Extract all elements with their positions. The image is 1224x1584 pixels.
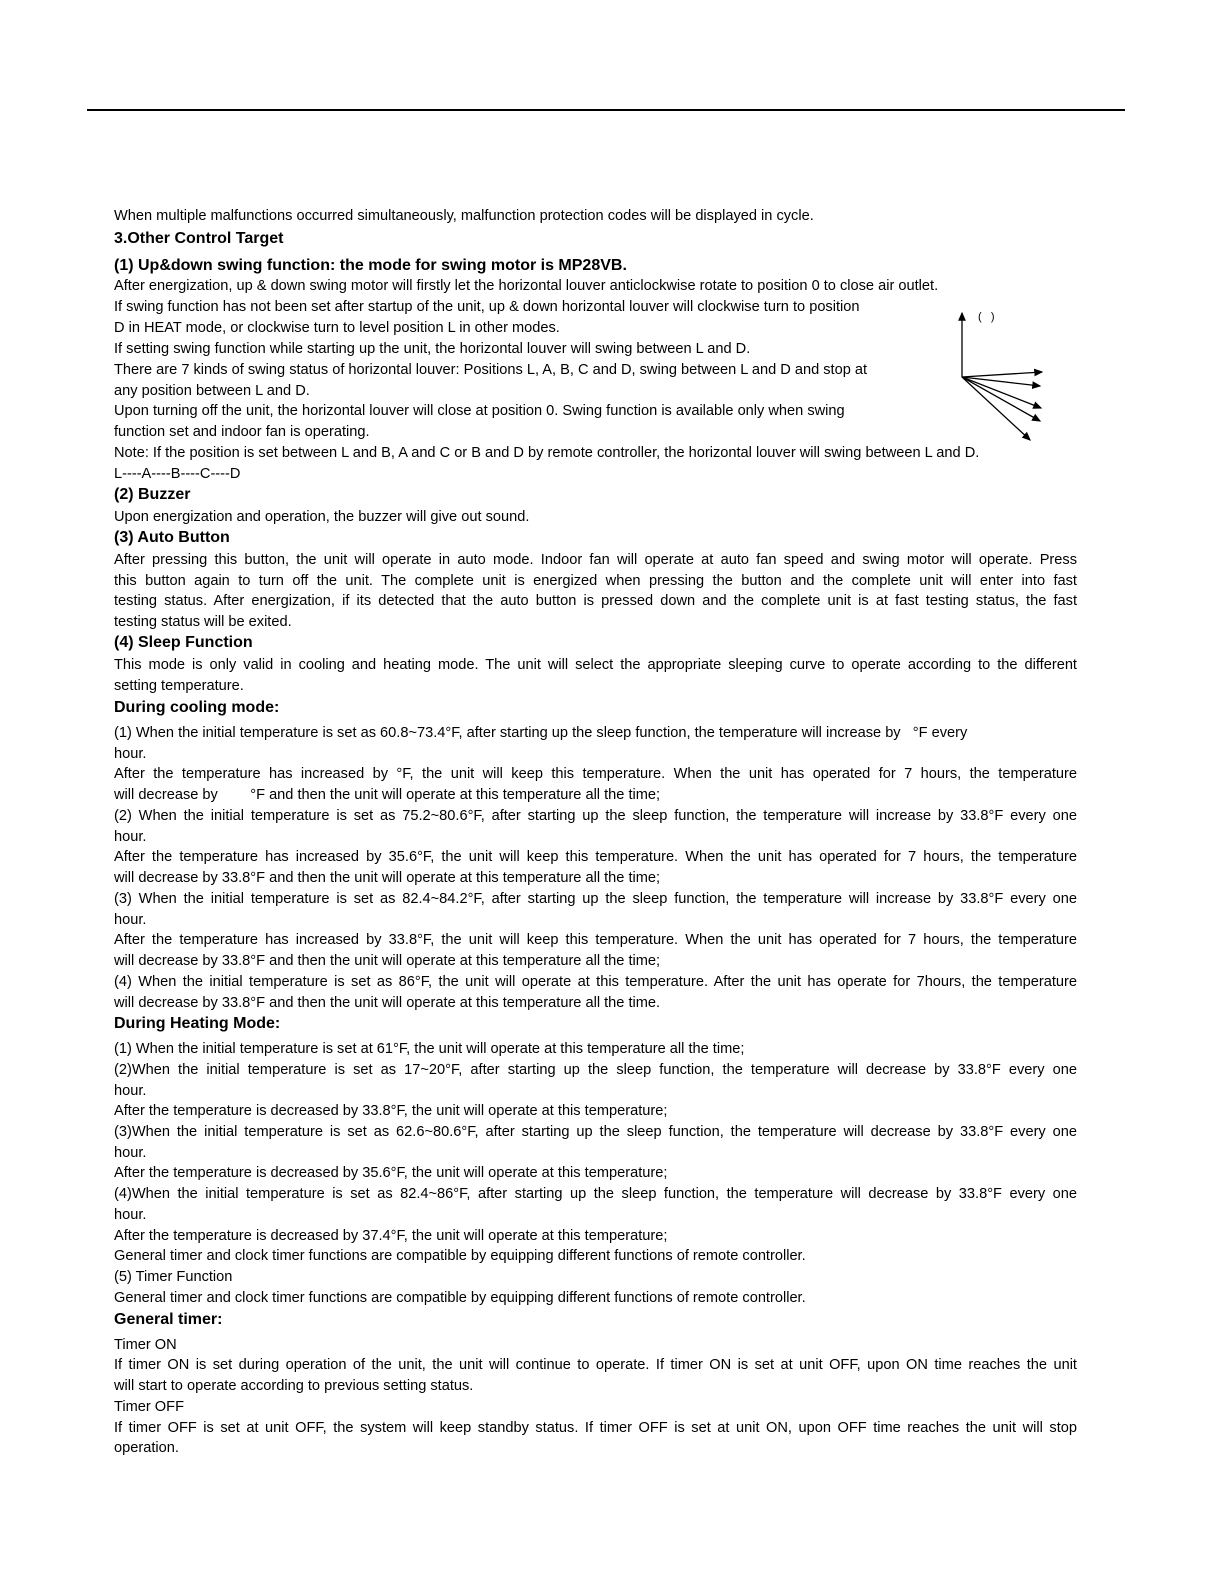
text-line: L----A----B----C----D [114, 466, 241, 482]
text-line: (5) Timer Function [114, 1269, 233, 1285]
text-line: (2)When the initial temperature is set as 17~20°F, after starting up the sleep function, the temperature will decrease by 33.8°F every one [114, 1062, 1077, 1078]
text-line: any position between L and D. [114, 383, 310, 399]
text-line: hour. [114, 1083, 147, 1099]
text-line: (4)When the initial temperature is set as 82.4~86°F, after starting up the sleep function, the temperature will decrease by 33.8°F every one [114, 1186, 1077, 1202]
text-line: testing status will be exited. [114, 614, 292, 630]
text-line: After the temperature has increased by 33.8°F, the unit will keep this temperature. When the unit has operated for 7 hours, the temperature [114, 932, 1077, 948]
text-line: If timer OFF is set at unit OFF, the system will keep standby status. If timer OFF is set at unit ON, upon OFF time reaches the unit will stop [114, 1420, 1077, 1436]
text-line: operation. [114, 1440, 179, 1456]
text-line: When multiple malfunctions occurred simultaneously, malfunction protection codes will be displayed in cycle. [114, 208, 814, 224]
text-line: will decrease by 33.8°F and then the unit will operate at this temperature all the time. [114, 995, 661, 1011]
text-line: (2) When the initial temperature is set as 75.2~80.6°F, after starting up the sleep function, the temperature will increase by 33.8°F every one [114, 808, 1077, 824]
text-line: This mode is only valid in cooling and heating mode. The unit will select the appropriate sleeping curve to operate according to the different [114, 657, 1077, 673]
section-heading: 3.Other Control Target [114, 230, 284, 247]
text-line: Upon energization and operation, the buzzer will give out sound. [114, 509, 530, 525]
text-line: After the temperature is decreased by 33.8°F, the unit will operate at this temperature; [114, 1103, 668, 1119]
text-line: hour. [114, 1207, 147, 1223]
text-line: function set and indoor fan is operating. [114, 424, 370, 440]
text-line: hour. [114, 829, 147, 845]
text-line: (3)When the initial temperature is set as 62.6~80.6°F, after starting up the sleep function, the temperature will decrease by 33.8°F every one [114, 1124, 1077, 1140]
text-line: this button again to turn off the unit. The complete unit is energized when pressing the button and the complete unit will enter into fast [114, 573, 1077, 589]
louver-arrow-l [962, 372, 1042, 377]
text-line: (4) When the initial temperature is set as 86°F, the unit will operate at this temperature. After the unit has operate for 7hours, the temperature [114, 974, 1077, 990]
section-heading: (1) Up&down swing function: the mode for swing motor is MP28VB. [114, 257, 627, 274]
text-line: If timer ON is set during operation of the unit, the unit will continue to operate. If timer ON is set at unit OFF, upon ON time reaches the unit [114, 1357, 1077, 1373]
text-line: After the temperature has increased by 35.6°F, the unit will keep this temperature. When the unit has operated for 7 hours, the temperature [114, 849, 1077, 865]
text-line: After pressing this button, the unit will operate in auto mode. Indoor fan will operate at auto fan speed and swing motor will operate. Press [114, 552, 1077, 568]
text-line: If setting swing function while starting up the unit, the horizontal louver will swing between L and D. [114, 341, 751, 357]
text-line: Timer OFF [114, 1399, 184, 1415]
section-heading: (2) Buzzer [114, 486, 191, 503]
text-line: General timer and clock timer functions are compatible by equipping different functions of remote controller. [114, 1290, 806, 1306]
text-line: Timer ON [114, 1337, 177, 1353]
louver-arrow-c [962, 377, 1040, 421]
section-heading: During cooling mode: [114, 699, 280, 716]
text-line: Note: If the position is set between L and B, A and C or B and D by remote controller, the horizontal louver will swing between L and D. [114, 445, 980, 461]
louver-arrow-d [962, 377, 1030, 440]
text-line: After the temperature is decreased by 35.6°F, the unit will operate at this temperature; [114, 1165, 668, 1181]
text-line: (3) When the initial temperature is set as 82.4~84.2°F, after starting up the sleep function, the temperature will increase by 33.8°F every one [114, 891, 1077, 907]
section-heading: During Heating Mode: [114, 1015, 281, 1032]
text-line: hour. [114, 912, 147, 928]
section-heading: General timer: [114, 1311, 223, 1328]
text-line: If swing function has not been set after startup of the unit, up & down horizontal louver will clockwise turn to position [114, 299, 860, 315]
text-line: will start to operate according to previous setting status. [114, 1378, 474, 1394]
section-heading: (3) Auto Button [114, 529, 230, 546]
diagram-label: ( ) [978, 311, 995, 323]
louver-position-diagram [940, 305, 1050, 445]
text-line: (1) When the initial temperature is set as 60.8~73.4°F, after starting up the sleep function, the temperature will increase by °F every [114, 725, 968, 741]
text-line: After energization, up & down swing motor will firstly let the horizontal louver anticlockwise rotate to position 0 to close air outlet. [114, 278, 939, 294]
text-line: D in HEAT mode, or clockwise turn to level position L in other modes. [114, 320, 560, 336]
text-line: After the temperature is decreased by 37.4°F, the unit will operate at this temperature; [114, 1228, 668, 1244]
text-line: testing status. After energization, if its detected that the auto button is pressed down and the complete unit is at fast testing status, the fast [114, 593, 1077, 609]
text-line: General timer and clock timer functions are compatible by equipping different functions of remote controller. [114, 1248, 806, 1264]
text-line: will decrease by 33.8°F and then the unit will operate at this temperature all the time; [114, 953, 661, 969]
text-line: hour. [114, 1145, 147, 1161]
text-line: Upon turning off the unit, the horizontal louver will close at position 0. Swing function is available only when swing [114, 403, 845, 419]
header-rule [87, 109, 1125, 111]
text-line: After the temperature has increased by °F, the unit will keep this temperature. When the unit has operated for 7 hours, the temperature [114, 766, 1077, 782]
text-line: hour. [114, 746, 147, 762]
text-line: There are 7 kinds of swing status of horizontal louver: Positions L, A, B, C and D, swing between L and D and stop at [114, 362, 868, 378]
section-heading: (4) Sleep Function [114, 634, 253, 651]
text-line: (1) When the initial temperature is set at 61°F, the unit will operate at this temperature all the time; [114, 1041, 745, 1057]
text-line: will decrease by °F and then the unit will operate at this temperature all the time; [114, 787, 661, 803]
text-line: setting temperature. [114, 678, 244, 694]
text-line: will decrease by 33.8°F and then the unit will operate at this temperature all the time; [114, 870, 661, 886]
